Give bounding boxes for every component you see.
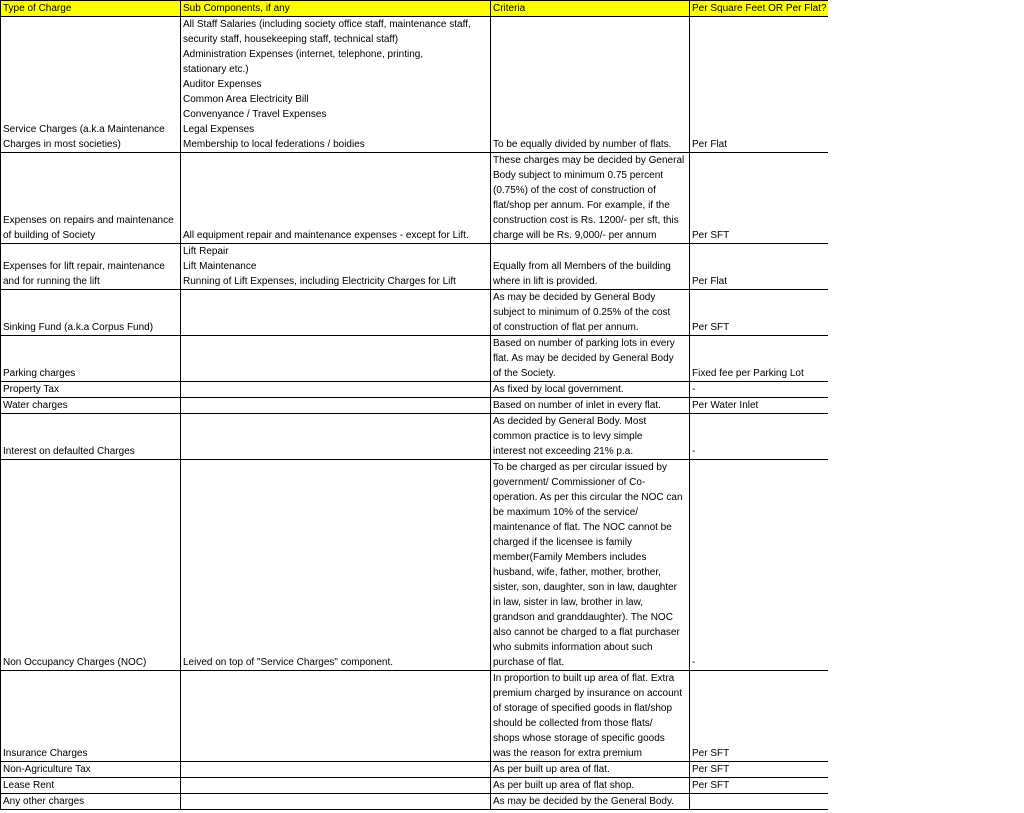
cell-text-line: stationary etc.)	[183, 64, 249, 75]
cell-text-line: To be equally divided by number of flats.	[493, 139, 672, 150]
table-row	[1, 336, 830, 382]
cell-text-line: To be charged as per circular issued by	[493, 462, 667, 473]
cell-text-line: -	[692, 446, 696, 457]
header-criteria[interactable]: Criteria	[491, 1, 690, 17]
cell-criteria[interactable]	[491, 17, 690, 153]
cell-criteria[interactable]	[491, 398, 690, 414]
cell-criteria[interactable]	[491, 778, 690, 794]
cell-sub-components[interactable]	[181, 244, 491, 290]
cell-text-line: -	[692, 384, 696, 395]
cell-text-line: Per Flat	[692, 139, 728, 150]
cell-text-line: These charges may be decided by General	[493, 155, 685, 166]
cell-text-line: maintenance of flat. The NOC cannot be	[493, 522, 672, 533]
cell-text-line: flat/shop per annum. For example, if the	[493, 200, 670, 211]
cell-text-line: Running of Lift Expenses, including Electricity Charges for Lift	[183, 276, 456, 287]
table-row	[1, 244, 830, 290]
cell-text-line: was the reason for extra premium	[493, 748, 642, 759]
cell-type-of-charge[interactable]	[1, 17, 181, 153]
cell-text-line: As fixed by local government.	[493, 384, 624, 395]
cell-criteria[interactable]	[491, 244, 690, 290]
cell-per-sft-or-flat[interactable]	[690, 398, 830, 414]
cell-text-line: As may be decided by the General Body.	[493, 796, 675, 807]
cell-text-line: -	[692, 657, 696, 668]
cell-text-line: Per Flat	[692, 276, 728, 287]
cell-criteria[interactable]	[491, 794, 690, 810]
cell-text-line: Per SFT	[692, 748, 730, 759]
cell-text-line: of the Society.	[493, 368, 556, 379]
cell-text-line: member(Family Members includes	[493, 552, 647, 563]
table-row	[1, 794, 830, 810]
cell-sub-components[interactable]	[181, 153, 491, 244]
cell-type-of-charge[interactable]	[1, 382, 181, 398]
cell-text-line: flat. As may be decided by General Body	[493, 353, 674, 364]
cell-per-sft-or-flat[interactable]	[690, 460, 830, 671]
cell-type-of-charge[interactable]	[1, 671, 181, 762]
cell-text-line: Per SFT	[692, 322, 730, 333]
cell-text-line: subject to minimum of 0.25% of the cost	[493, 307, 671, 318]
cell-text-line: interest not exceeding 21% p.a.	[493, 446, 634, 457]
table-row	[1, 398, 830, 414]
cell-type-of-charge[interactable]	[1, 794, 181, 810]
cell-per-sft-or-flat[interactable]	[690, 762, 830, 778]
cell-sub-components[interactable]	[181, 336, 491, 382]
table-row	[1, 671, 830, 762]
table-body	[1, 17, 830, 810]
cell-text-line: Water charges	[3, 400, 68, 411]
cell-text-line: in law, sister in law, brother in law,	[493, 597, 644, 608]
cell-type-of-charge[interactable]	[1, 290, 181, 336]
cell-text-line: Non Occupancy Charges (NOC)	[3, 657, 147, 668]
cell-text-line: Service Charges (a.k.a Maintenance	[3, 124, 165, 135]
cell-sub-components[interactable]	[181, 460, 491, 671]
cell-criteria[interactable]	[491, 336, 690, 382]
cell-text-line: construction cost is Rs. 1200/- per sft, this	[493, 215, 679, 226]
cell-text-line: Expenses for lift repair, maintenance	[3, 261, 165, 272]
cell-per-sft-or-flat[interactable]	[690, 382, 830, 398]
cell-text-line: All equipment repair and maintenance expenses - except for Lift.	[183, 230, 469, 241]
cell-criteria[interactable]	[491, 290, 690, 336]
cell-sub-components[interactable]	[181, 17, 491, 153]
cell-text-line: Lease Rent	[3, 780, 55, 791]
cell-per-sft-or-flat[interactable]	[690, 671, 830, 762]
table-row	[1, 778, 830, 794]
blank-sheet-area	[828, 0, 1024, 813]
cell-per-sft-or-flat[interactable]	[690, 244, 830, 290]
cell-text-line: Lift Maintenance	[183, 261, 257, 272]
cell-text-line: In proportion to built up area of flat. Extra	[493, 673, 675, 684]
header-per-sft-or-flat[interactable]: Per Square Feet OR Per Flat?	[690, 1, 830, 17]
cell-text-line: Fixed fee per Parking Lot	[692, 368, 804, 379]
cell-text-line: Parking charges	[3, 368, 76, 379]
cell-sub-components[interactable]	[181, 414, 491, 460]
cell-criteria[interactable]	[491, 460, 690, 671]
cell-text-line: Administration Expenses (internet, telephone, printing,	[183, 49, 424, 60]
cell-text-line: of building of Society	[3, 230, 96, 241]
cell-text-line: of construction of flat per annum.	[493, 322, 639, 333]
cell-text-line: Any other charges	[3, 796, 85, 807]
cell-text-line: Per SFT	[692, 780, 730, 791]
table-row	[1, 762, 830, 778]
cell-text-line: purchase of flat.	[493, 657, 565, 668]
cell-sub-components[interactable]	[181, 382, 491, 398]
cell-criteria[interactable]	[491, 671, 690, 762]
cell-per-sft-or-flat[interactable]	[690, 778, 830, 794]
cell-text-line: Based on number of parking lots in every	[493, 338, 675, 349]
cell-text-line: should be collected from those flats/	[493, 718, 653, 729]
cell-text-line: Interest on defaulted Charges	[3, 446, 135, 457]
cell-text-line: Insurance Charges	[3, 748, 88, 759]
cell-text-line: As per built up area of flat.	[493, 764, 610, 775]
cell-criteria[interactable]	[491, 414, 690, 460]
cell-per-sft-or-flat[interactable]	[690, 794, 830, 810]
cell-sub-components[interactable]	[181, 671, 491, 762]
table-row	[1, 290, 830, 336]
table-row	[1, 17, 830, 153]
cell-type-of-charge[interactable]	[1, 244, 181, 290]
cell-per-sft-or-flat[interactable]	[690, 290, 830, 336]
table-row	[1, 153, 830, 244]
cell-text-line: As decided by General Body. Most	[493, 416, 647, 427]
cell-text-line: Common Area Electricity Bill	[183, 94, 309, 105]
cell-type-of-charge[interactable]	[1, 153, 181, 244]
cell-text-line: Legal Expenses	[183, 124, 255, 135]
cell-criteria[interactable]	[491, 762, 690, 778]
cell-criteria[interactable]	[491, 153, 690, 244]
header-sub-components[interactable]: Sub Components, if any	[181, 1, 491, 17]
cell-type-of-charge[interactable]	[1, 762, 181, 778]
cell-text-line: grandson and granddaughter). The NOC	[493, 612, 673, 623]
cell-per-sft-or-flat[interactable]	[690, 414, 830, 460]
cell-sub-components[interactable]	[181, 794, 491, 810]
cell-text-line: Non-Agriculture Tax	[3, 764, 91, 775]
cell-text-line: be maximum 10% of the service/	[493, 507, 639, 518]
cell-sub-components[interactable]	[181, 398, 491, 414]
cell-type-of-charge[interactable]	[1, 336, 181, 382]
cell-text-line: security staff, housekeeping staff, technical staff)	[183, 34, 399, 45]
cell-text-line: charged if the licensee is family	[493, 537, 632, 548]
cell-per-sft-or-flat[interactable]	[690, 17, 830, 153]
cell-text-line: Based on number of inlet in every flat.	[493, 400, 661, 411]
cell-text-line: As may be decided by General Body	[493, 292, 656, 303]
cell-text-line: Per Water Inlet	[692, 400, 759, 411]
header-row	[1, 1, 830, 17]
cell-text-line: charge will be Rs. 9,000/- per annum	[493, 230, 657, 241]
cell-text-line: who submits information about such	[493, 642, 653, 653]
cell-type-of-charge[interactable]	[1, 778, 181, 794]
cell-text-line: Sinking Fund (a.k.a Corpus Fund)	[3, 322, 154, 333]
cell-text-line: government/ Commissioner of Co-	[493, 477, 646, 488]
cell-text-line: Auditor Expenses	[183, 79, 262, 90]
cell-criteria[interactable]	[491, 382, 690, 398]
cell-text-line: common practice is to levy simple	[493, 431, 643, 442]
cell-text-line: also cannot be charged to a flat purchaser	[493, 627, 680, 638]
cell-text-line: operation. As per this circular the NOC can	[493, 492, 683, 503]
cell-per-sft-or-flat[interactable]	[690, 153, 830, 244]
cell-text-line: shops whose storage of specific goods	[493, 733, 665, 744]
cell-sub-components[interactable]	[181, 762, 491, 778]
cell-type-of-charge[interactable]	[1, 460, 181, 671]
cell-text-line: Per SFT	[692, 764, 730, 775]
cell-text-line: of storage of specified goods in flat/shop	[493, 703, 673, 714]
cell-text-line: All Staff Salaries (including society office staff, maintenance staff,	[183, 19, 471, 30]
table-row	[1, 414, 830, 460]
cell-text-line: Expenses on repairs and maintenance	[3, 215, 174, 226]
cell-text-line: Lift Repair	[183, 246, 229, 257]
table-row	[1, 460, 830, 671]
cell-text-line: Leived on top of "Service Charges" component.	[183, 657, 393, 668]
cell-text-line: (0.75%) of the cost of construction of	[493, 185, 656, 196]
cell-text-line: Membership to local federations / boidies	[183, 139, 365, 150]
cell-text-line: and for running the lift	[3, 276, 100, 287]
table-row	[1, 382, 830, 398]
header-type-of-charge[interactable]: Type of Charge	[1, 1, 181, 17]
cell-text-line: where in lift is provided.	[493, 276, 598, 287]
cell-text-line: Convenyance / Travel Expenses	[183, 109, 327, 120]
cell-sub-components[interactable]	[181, 778, 491, 794]
cell-per-sft-or-flat[interactable]	[690, 336, 830, 382]
cell-text-line: Property Tax	[3, 384, 59, 395]
cell-text-line: Body subject to minimum 0.75 percent	[493, 170, 664, 181]
cell-type-of-charge[interactable]	[1, 398, 181, 414]
cell-sub-components[interactable]	[181, 290, 491, 336]
cell-type-of-charge[interactable]	[1, 414, 181, 460]
cell-text-line: Charges in most societies)	[3, 139, 121, 150]
cell-text-line: husband, wife, father, mother, brother,	[493, 567, 661, 578]
cell-text-line: Equally from all Members of the building	[493, 261, 671, 272]
cell-text-line: premium charged by insurance on account	[493, 688, 682, 699]
cell-text-line: sister, son, daughter, son in law, daughter	[493, 582, 678, 593]
cell-text-line: Per SFT	[692, 230, 730, 241]
cell-text-line: As per built up area of flat shop.	[493, 780, 635, 791]
